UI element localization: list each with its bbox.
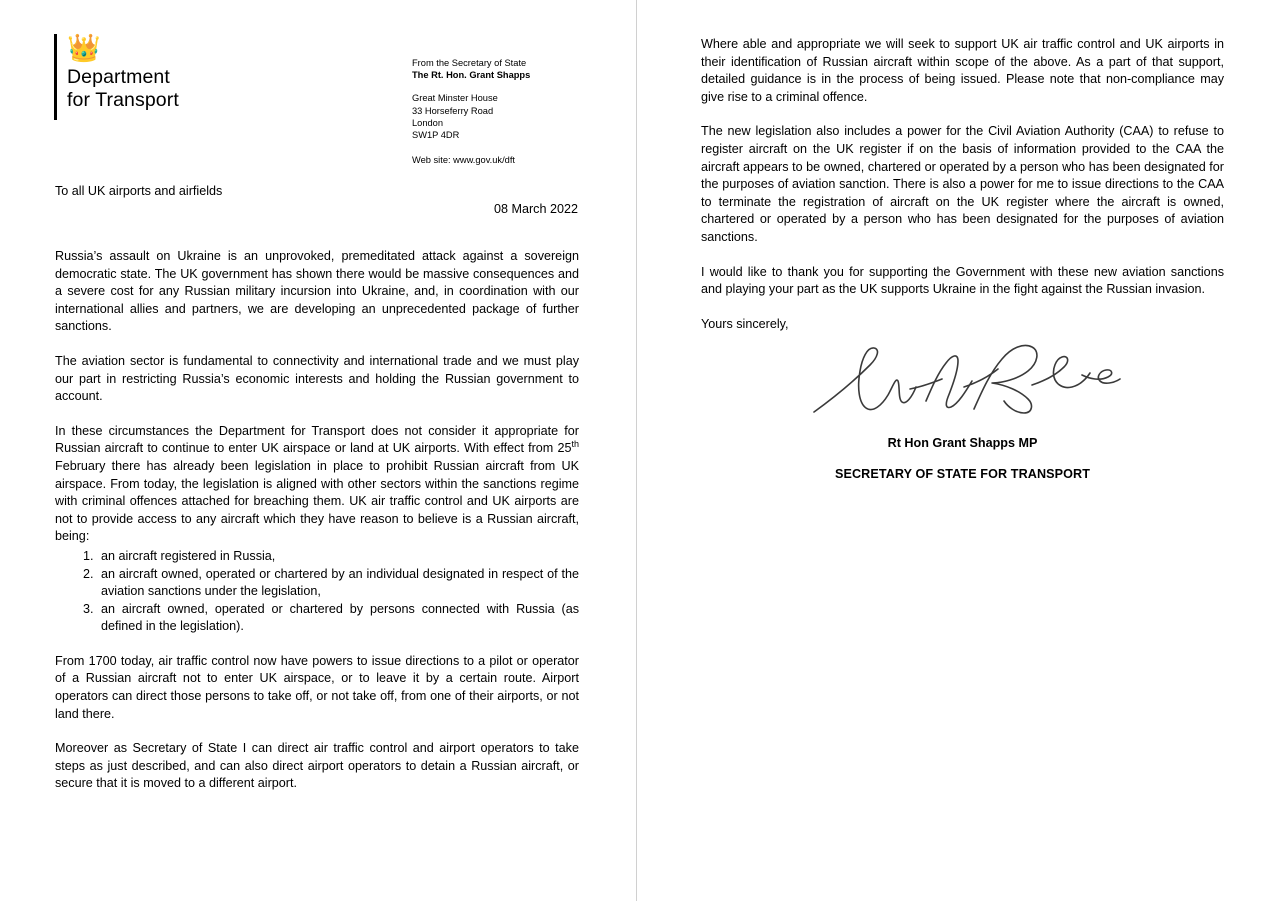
aircraft-conditions-list — [55, 548, 579, 636]
legislation-text-part2: February there has already been legislation in place to prohibit Russian aircraft from UK airspace. From today, the legislation is aligned with other sectors within the sanctions regime with criminal offences attached for breaching them. UK air traffic control and UK airports are not to provide access to any aircraft which they have reason to believe is a Russian aircraft, being: — [55, 458, 579, 544]
left-body-text — [55, 248, 579, 810]
signatory-title: SECRETARY OF STATE FOR TRANSPORT — [834, 467, 1091, 482]
paragraph-legislation — [55, 423, 579, 546]
address-line-3: London — [412, 117, 444, 128]
ordinal-suffix: th — [571, 439, 579, 450]
list-item: 3. an aircraft owned, operated or chartered by persons connected with Russia (as defined in the legislation). — [97, 601, 579, 636]
handwritten-signature-icon — [806, 339, 1126, 434]
sender-address-block — [412, 57, 602, 166]
department-name-line2: for Transport — [67, 89, 179, 111]
paragraph: The aviation sector is fundamental to connectivity and international trade and we must play our part in restricting Russia’s economic interests and holding the Russian government to account. — [55, 353, 579, 404]
paragraph: From 1700 today, air traffic control now have powers to issue directions to a pilot or operator of a Russian aircraft not to enter UK airspace, or to leave it by a certain route. Airport operators can direct those persons to take off, or not take off, from one of their airports, or not land there. — [55, 653, 579, 721]
letterhead — [54, 34, 584, 164]
paragraph: Moreover as Secretary of State I can direct air traffic control and airport operators to take steps as just described, and can also direct airport operators to detain a Russian aircraft, or secure that it is moved to a different airport. — [55, 741, 579, 791]
from-label: From the Secretary of State — [412, 58, 527, 68]
list-item: 1. an aircraft registered in Russia, — [97, 548, 579, 566]
signature-area — [701, 339, 1224, 434]
address-line-2: 33 Horseferry Road — [412, 105, 494, 116]
department-logo — [54, 34, 179, 120]
paragraph: The new legislation also includes a power for the Civil Aviation Authority (CAA) to refuse to register aircraft on the UK register if on the basis of information provided to the CAA the aircraft appears to be owned, chartered or operated by a person who has been designated for the purposes of aviation sanction. There is also a power for me to issue directions to the CAA to terminate the registration of aircraft on the UK register where the aircraft is owned, chartered or operated by a person who has been designated for the purposes of aviation sanctions. — [701, 124, 1224, 244]
royal-crest-icon: 👑 — [67, 33, 100, 64]
address-line-1: Great Minster House — [412, 93, 498, 104]
legislation-text-part1: In these circumstances the Department for Transport does not consider it appropriate for Russian aircraft to continue to enter UK airspace or land at UK airports. With effect from 25 — [55, 423, 579, 456]
address-line-4: SW1P 4DR — [412, 130, 460, 141]
signoff-line: Yours sincerely, — [701, 316, 789, 331]
list-item: 2. an aircraft owned, operated or chartered by an individual designated in respect of the aviation sanctions under the legislation, — [97, 566, 579, 601]
left-page — [0, 0, 636, 901]
from-name: The Rt. Hon. Grant Shapps — [412, 70, 531, 81]
paragraph: I would like to thank you for supporting the Government with these new aviation sanctions and playing your part as the UK supports Ukraine in the fight against the Russian invasion. — [701, 264, 1224, 297]
department-name-line1: Department — [67, 66, 170, 88]
logo-rule — [54, 34, 57, 120]
right-body-text — [701, 36, 1224, 481]
right-page — [637, 0, 1280, 901]
date-line: 08 March 2022 — [493, 202, 578, 216]
recipient-line: To all UK airports and airfields — [55, 184, 223, 198]
address-lines — [412, 92, 602, 141]
paragraph: Russia’s assault on Ukraine is an unprovoked, premeditated attack against a sovereign democratic state. The UK government has shown there would be massive consequences and a severe cost for any Russian military incursion into Ukraine, and, in coordination with our international allies and partners, we are developing an unprecedented package of further sanctions. — [55, 249, 579, 334]
paragraph: Where able and appropriate we will seek to support UK air traffic control and UK airports in their identification of Russian aircraft within scope of the above. As a part of that support, detailed guidance is in the process of being issued. Please note that non-compliance may give rise to a criminal offence. — [701, 37, 1224, 104]
website-line: Web site: www.gov.uk/dft — [412, 155, 515, 166]
signatory-name: Rt Hon Grant Shapps MP — [887, 436, 1038, 451]
